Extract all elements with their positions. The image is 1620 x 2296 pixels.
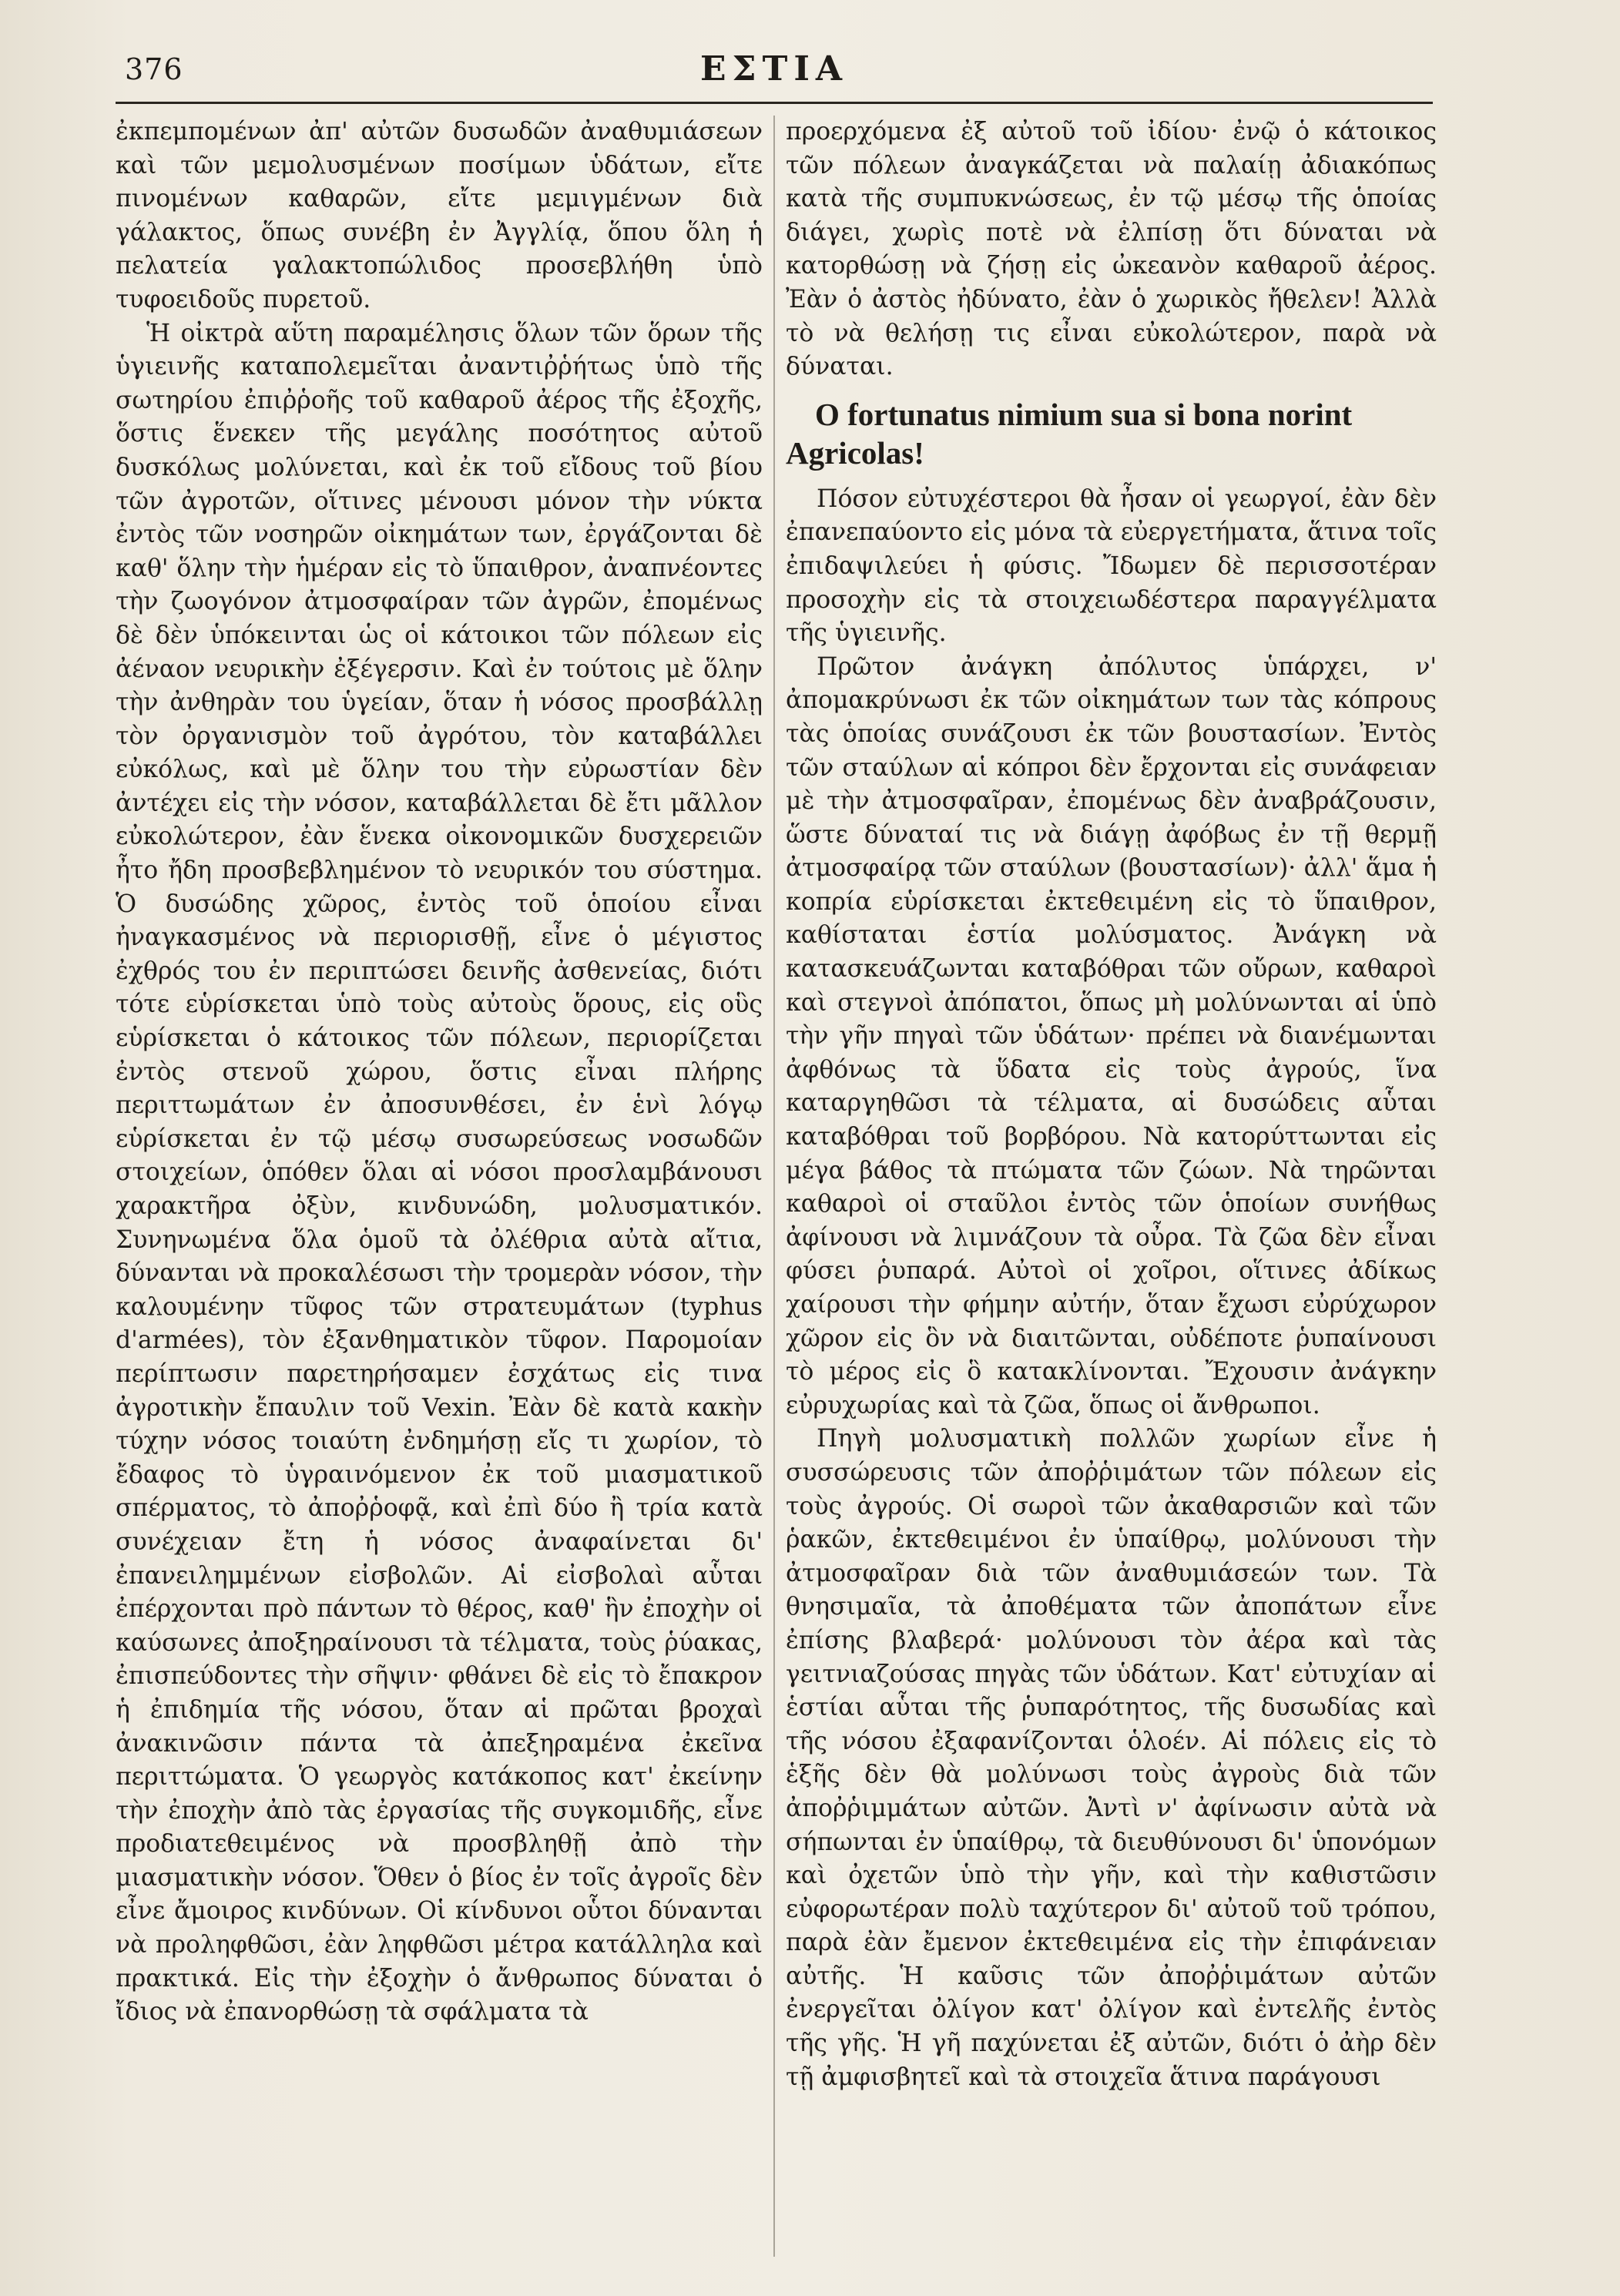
paragraph: ἐκπεμπομένων ἀπ' αὐτῶν δυσωδῶν ἀναθυμιάσεων καὶ τῶν μεμολυσμένων ποσίμων ὑδάτων, εἴτε πινομένων καθαρῶν, εἴτε μεμιγμένων διὰ γάλακτος, ὅπως συνέβη ἐν Ἀγγλίᾳ, ὅπου ὅλη ἡ πελατεία γαλακτοπώλιδος προσεβλήθη ὑπὸ τυφοειδοῦς πυρετοῦ. — [116, 118, 763, 313]
running-title: ΕΣΤΙΑ — [699, 49, 849, 89]
column-divider — [773, 116, 775, 2257]
left-column — [116, 116, 763, 2272]
paragraph: προερχόμενα ἐξ αὐτοῦ τοῦ ἰδίου· ἐνῷ ὁ κάτοικος τῶν πόλεων ἀναγκάζεται νὰ παλαίῃ ἀδιακόπως κατὰ τῆς συμπυκνώσεως, ἐν τῷ μέσῳ τῆς ὁποίας διάγει, χωρὶς ποτὲ νὰ ἐλπίσῃ ὅτι δύναται νὰ κατορθώσῃ νὰ ζήσῃ εἰς ὠκεανὸν καθαροῦ ἀέρος. Ἐὰν ὁ ἀστὸς ἠδύνατο, ἐὰν ὁ χωρικὸς ἤθελεν! Ἀλλὰ τὸ νὰ θελήσῃ τις εἶναι εὐκολώτερον, παρὰ νὰ δύναται. — [786, 118, 1437, 381]
page-header — [116, 43, 1433, 99]
header-rule — [116, 102, 1433, 104]
right-column — [786, 116, 1437, 2272]
latin-quotation-heading: O fortunatus nimium sua si bona norint Agricolas! — [786, 396, 1353, 471]
page-number: 376 — [125, 52, 183, 86]
paragraph: Πόσον εὐτυχέστεροι θὰ ἦσαν οἱ γεωργοί, ἐὰν δὲν ἐπανεπαύοντο εἰς μόνα τὰ εὐεργετήματα, ἅτινα τοῖς ἐπιδαψιλεύει ἡ φύσις. Ἴδωμεν δὲ περισσοτέραν προσοχὴν εἰς τὰ στοιχειωδέστερα παραγγέλματα τῆς ὑγιεινῆς. — [786, 484, 1437, 648]
paragraph: Ἡ οἰκτρὰ αὕτη παραμέλησις ὅλων τῶν ὅρων τῆς ὑγιεινῆς καταπολεμεῖται ἀναντιῤῥήτως ὑπὸ τῆς σωτηρίου ἐπιῤῥοῆς τοῦ καθαροῦ ἀέρος τῆς ἐξοχῆς, ὅστις ἕνεκεν τῆς μεγάλης ποσότητος αὐτοῦ δυσκόλως μολύνεται, καὶ ἐκ τοῦ εἴδους τοῦ βίου τῶν ἀγροτῶν, οἵτινες μένουσι μόνον τὴν νύκτα ἐντὸς τῶν νοσηρῶν οἰκημάτων των, ἐργάζονται δὲ καθ' ὅλην τὴν ἡμέραν εἰς τὸ ὕπαιθρον, ἀναπνέοντες τὴν ζωογόνον ἀτμοσφαίραν τῶν ἀγρῶν, ἐπομένως δὲ δὲν ὑπόκεινται ὡς οἱ κάτοικοι τῶν πόλεων εἰς ἀέναον νευρικὴν ἐξέγερσιν. Καὶ ἐν τούτοις μὲ ὅλην τὴν ἀνθηρὰν του ὑγείαν, ὅταν ἡ νόσος προσβάλλῃ τὸν ὀργανισμὸν τοῦ ἀγρότου, τὸν καταβάλλει εὐκόλως, καὶ μὲ ὅλην του τὴν εὐρωστίαν δὲν ἀντέχει εἰς τὴν νόσον, καταβάλλεται δὲ ἔτι μᾶλλον εὐκολώτερον, ἐὰν ἕνεκα οἰκονομικῶν δυσχερειῶν ἦτο ἤδη προσβεβλημένον τὸ νευρικόν του σύστημα. Ὁ δυσώδης χῶρος, ἐντὸς τοῦ ὁποίου εἶναι ἠναγκασμένος νὰ περιορισθῇ, εἶνε ὁ μέγιστος ἐχθρός του ἐν περιπτώσει δεινῆς ἀσθενείας, διότι τότε εὑρίσκεται ὑπὸ τοὺς αὐτοὺς ὅρους, εἰς οὓς εὑρίσκεται ὁ κάτοικος τῶν πόλεων, περιορίζεται ἐντὸς στενοῦ χώρου, ὅστις εἶναι πλήρης περιττωμάτων ἐν ἀποσυνθέσει, ἐν ἑνὶ λόγῳ εὑρίσκεται ἐν τῷ μέσῳ συσωρεύσεως νοσωδῶν στοιχείων, ὁπόθεν ὅλαι αἱ νόσοι προσλαμβάνουσι χαρακτῆρα ὀξὺν, κινδυνώδη, μολυσματικόν. Συνηνωμένα ὅλα ὁμοῦ τὰ ὀλέθρια αὐτὰ αἴτια, δύνανται νὰ προκαλέσωσι τὴν τρομερὰν νόσον, τὴν καλουμένην τῦφος τῶν στρατευμάτων (typhus d'armées), τὸν ἐξανθηματικὸν τῦφον. Παρομοίαν περίπτωσιν παρετηρήσαμεν ἐσχάτως εἰς τινα ἀγροτικὴν ἔπαυλιν τοῦ Vexin. Ἐὰν δὲ κατὰ κακὴν τύχην νόσος τοιαύτη ἐνδημήσῃ εἴς τι χωρίον, τὸ ἔδαφος τὸ ὑγραινόμενον ἐκ τοῦ μιασματικοῦ σπέρματος, τὸ ἀποῤῥοφᾷ, καὶ ἐπὶ δύο ἢ τρία κατὰ συνέχειαν ἔτη ἡ νόσος ἀναφαίνεται δι' ἐπανειλημμένων εἰσβολῶν. Αἱ εἰσβολαὶ αὗται ἐπέρχονται πρὸ πάντων τὸ θέρος, καθ' ἣν ἐποχὴν οἱ καύσωνες ἀποξηραίνουσι τὰ τέλματα, τοὺς ῥύακας, ἐπισπεύδοντες τὴν σῆψιν· φθάνει δὲ εἰς τὸ ἔπακρον ἡ ἐπιδημία τῆς νόσου, ὅταν αἱ πρῶται βροχαὶ ἀνακινῶσιν πάντα τὰ ἀπεξηραμένα ἐκεῖνα περιττώματα. Ὁ γεωργὸς κατάκοπος κατ' ἐκείνην τὴν ἐποχὴν ἀπὸ τὰς ἐργασίας τῆς συγκομιδῆς, εἶνε προδιατεθειμένος νὰ προσβληθῇ ἀπὸ τὴν μιασματικὴν νόσον. Ὅθεν ὁ βίος ἐν τοῖς ἀγροῖς δὲν εἶνε ἄμοιρος κινδύνων. Οἱ κίνδυνοι οὗτοι δύνανται νὰ προληφθῶσι, ἐὰν ληφθῶσι μέτρα κατάλληλα καὶ πρακτικά. Εἰς τὴν ἐξοχὴν ὁ ἄνθρωπος δύναται ὁ ἴδιος νὰ ἐπανορθώσῃ τὰ σφάλματα τὰ — [116, 319, 763, 2026]
paragraph: Πηγὴ μολυσματικὴ πολλῶν χωρίων εἶνε ἡ συσσώρευσις τῶν ἀποῤῥιμάτων τῶν πόλεων εἰς τοὺς ἀγρούς. Οἱ σωροὶ τῶν ἀκαθαρσιῶν καὶ τῶν ῥακῶν, ἐκτεθειμένοι ἐν ὑπαίθρῳ, μολύνουσι τὴν ἀτμοσφαῖραν διὰ τῶν ἀναθυμιάσεών των. Τὰ θνησιμαῖα, τὰ ἀποθέματα τῶν ἀποπάτων εἶνε ἐπίσης βλαβερά· μολύνουσι τὸν ἀέρα καὶ τὰς γειτνιαζούσας πηγὰς τῶν ὑδάτων. Κατ' εὐτυχίαν αἱ ἑστίαι αὗται τῆς ῥυπαρότητος, τῆς δυσωδίας καὶ τῆς νόσου ἐξαφανίζονται ὁλοέν. Αἱ πόλεις εἰς τὸ ἑξῆς δὲν θὰ μολύνωσι τοὺς ἀγροὺς διὰ τῶν ἀποῤῥιμμάτων αὐτῶν. Ἀντὶ ν' ἀφίνωσιν αὐτὰ νὰ σήπωνται ἐν ὑπαίθρῳ, τὰ διευθύνουσι δι' ὑπονόμων καὶ ὀχετῶν ὑπὸ τὴν γῆν, καὶ τὴν καθιστῶσιν εὐφορωτέραν πολὺ ταχύτερον δι' αὐτοῦ τοῦ τρόπου, παρὰ ἐὰν ἔμενον ἐκτεθειμένα εἰς τὴν ἐπιφάνειαν αὐτῆς. Ἡ καῦσις τῶν ἀποῤῥιμάτων αὐτῶν ἐνεργεῖται ὀλίγον κατ' ὀλίγον καὶ ἐντελῆς ἐντὸς τῆς γῆς. Ἡ γῆ παχύνεται ἐξ αὐτῶν, διότι ὁ ἀὴρ δὲν τῇ ἀμφισβητεῖ καὶ τὰ στοιχεῖα ἅτινα παράγουσι — [786, 1425, 1437, 2091]
paragraph: Πρῶτον ἀνάγκη ἀπόλυτος ὑπάρχει, ν' ἀπομακρύνωσι ἐκ τῶν οἰκημάτων των τὰς κόπρους τὰς ὁποίας συνάζουσι ἐκ τῶν βουστασίων. Ἐντὸς τῶν σταύλων αἱ κόπροι δὲν ἔρχονται εἰς συνάφειαν μὲ τὴν ἀτμοσφαῖραν, ἐπομένως δὲν ἀναβράζουσιν, ὥστε δύναταί τις νὰ διάγῃ ἀφόβως ἐν τῇ θερμῇ ἀτμοσφαίρᾳ τῶν σταύλων (βουστασίων)· ἀλλ' ἅμα ἡ κοπρία εὑρίσκεται ἐκτεθειμένη εἰς τὸ ὕπαιθρον, καθίσταται ἑστία μολύσματος. Ἀνάγκη νὰ κατασκευάζωνται καταβόθραι τῶν οὔρων, καθαροὶ καὶ στεγνοὶ ἀπόπατοι, ὅπως μὴ μολύνωνται αἱ ὑπὸ τὴν γῆν πηγαὶ τῶν ὑδάτων· πρέπει νὰ διανέμωνται ἀφθόνως τὰ ὕδατα εἰς τοὺς ἀγρούς, ἵνα καταργηθῶσι τὰ τέλματα, αἱ δυσώδεις αὗται καταβόθραι τοῦ βορβόρου. Νὰ κατορύττωνται εἰς μέγα βάθος τὰ πτώματα τῶν ζώων. Νὰ τηρῶνται καθαροὶ οἱ σταῦλοι ἐντὸς τῶν ὁποίων συνήθως ἀφίνουσι νὰ λιμνάζουν τὰ οὖρα. Τὰ ζῶα δὲν εἶναι φύσει ῥυπαρά. Αὐτοὶ οἱ χοῖροι, οἵτινες ἀδίκως χαίρουσι τὴν φήμην αὐτήν, ὅταν ἔχωσι εὐρύχωρον χῶρον εἰς ὃν νὰ διαιτῶνται, οὐδέποτε ῥυπαίνουσι τὸ μέρος εἰς ὃ κατακλίνονται. Ἔχουσιν ἀνάγκην εὐρυχωρίας καὶ τὰ ζῶα, ὅπως οἱ ἄνθρωποι. — [786, 652, 1437, 1419]
